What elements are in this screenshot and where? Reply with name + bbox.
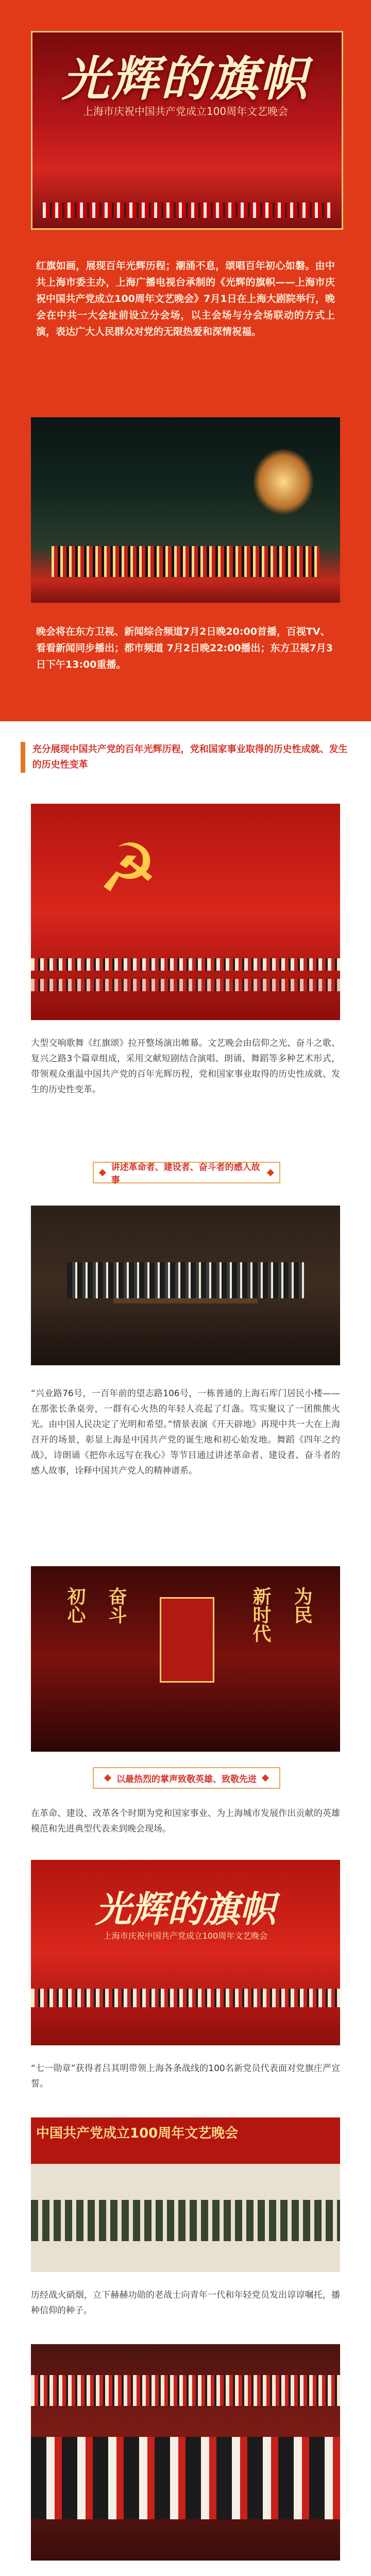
- intro-line-text: 充分展现中国共产党的百年光辉历程，党和国家事业取得的历史性成就、发生的历史性变革: [32, 744, 348, 770]
- section3-text: 在革命、建设、改革各个时期为党和国家事业、为上海城市发展作出贡献的英雄模范和先进典型代表来到晚会现场。: [31, 1808, 340, 1834]
- anniversary-banner-text: 中国共产党成立100周年文艺晚会: [36, 2126, 239, 2141]
- calligraphy-stage-photo: [31, 1566, 340, 1752]
- diamond-icon: [267, 1169, 274, 1176]
- choir-photo: [31, 2344, 340, 2561]
- actors-row: [67, 1262, 304, 1298]
- performers-row: [31, 979, 340, 991]
- banner-subtitle: 上海市庆祝中国共产党成立100周年文艺晚会: [103, 1931, 268, 1941]
- outdoor-stage: [52, 546, 319, 577]
- meeting-stage-photo: [31, 1206, 340, 1365]
- banner-stage-photo: [31, 1860, 340, 2045]
- banner-title: 光辉的旗帜: [95, 1888, 276, 1930]
- label-heroes: [93, 1767, 280, 1789]
- hero-intro-text: 红旗如画，展现百年光辉历程；潮涌不息，颂唱百年初心如磐。由中共上海市委主办，上海广播电视台承制的《光辉的旗帜——上海市庆祝中国共产党成立100周年文艺晚会》7月1日在上海大剧院举行，晚会在中共一大会址前设立分会场，以主会场与分会场联动的方式上演，表达广大人民群众对党的无限热爱和深情祝福。: [36, 260, 335, 337]
- hero-title: 光辉的旗帜: [61, 51, 309, 107]
- calligraphy-left-2: 奋斗: [106, 1587, 127, 1624]
- section2-text: “兴业路76号，一百年前的望志路106号，一栋普通的上海石库门居民小楼——在那张长条桌旁，一群有心火热的年轻人亮起了灯盏。笃实聚议了一团熊熊火光。由中国人民决定了光明和希望。”情景表演《开天辟地》再现中共一大在上海召开的场景，彰显上海是中国共产党的诞生地和初心始发地。舞蹈《四年之约战》，诗朗诵《把你永远写在我心》等节目通过讲述革命者、建设者、奋斗者的感人故事，诠释中国共产党人的精神谱系。: [31, 1388, 340, 1476]
- anniversary-banner-photo: [31, 2117, 340, 2272]
- calligraphy-right: 新时代: [250, 1587, 271, 1642]
- label-heroes-text: 以最热烈的掌声致敬英雄、致敬先进: [116, 1774, 257, 1785]
- hero-section: [0, 0, 371, 721]
- choir-row-top: [31, 2375, 340, 2406]
- section1-text: 大型交响歌舞《红旗颂》拉开整场演出帷幕。文艺晚会由信仰之光、奋斗之歌、复兴之路3个篇章组成，采用文献短剧结合演唱、朗诵、舞蹈等多种艺术形式，带领观众重温中国共产党的百年光辉历程，党和国家事业取得的历史性成就、发生的历史性变革。: [31, 1038, 340, 1095]
- intro-bar-icon: [21, 742, 25, 773]
- hammer-sickle-icon: ☭: [98, 829, 158, 907]
- performers-row: [31, 958, 340, 971]
- diamond-icon: [104, 1774, 111, 1782]
- diamond-icon: [262, 1774, 269, 1782]
- center-banner: [160, 1597, 214, 1683]
- performers-row: [31, 1989, 340, 2007]
- label-stories: [93, 1162, 280, 1183]
- calligraphy-right-2: 为民: [291, 1587, 312, 1624]
- night-venue-photo: [31, 417, 340, 603]
- section4-text: “七一勋章”获得者吕其明带领上海各条战线的100名新党员代表面对党旗庄严宣誓。: [31, 2063, 340, 2089]
- broadcast-info: 晚会将在东方卫视、新闻综合频道7月2日晚20:00首播，百视TV、看看新闻同步播出；都市频道 7月2日晚22:00播出；东方卫视7月3日下午13:00重播。: [36, 626, 333, 670]
- soldiers-row: [31, 2200, 340, 2241]
- diamond-icon: [99, 1169, 106, 1176]
- flag-stage-photo: [31, 804, 340, 1020]
- lights-glow: [252, 448, 314, 515]
- choir-row: [43, 202, 331, 218]
- calligraphy-left: 初心: [64, 1587, 86, 1624]
- hero-subtitle: 上海市庆祝中国共产党成立100周年文艺晚会: [82, 105, 289, 117]
- label-stories-text: 讲述革命者、建设者、奋斗者的感人故事: [111, 1162, 260, 1185]
- singers-row: [31, 2437, 340, 2519]
- section5-text: 历经战火硝烟，立下赫赫功勋的老战士向青年一代和年轻党员发出谆谆嘱托，播种信仰的种子。: [31, 2290, 340, 2316]
- intro-line: [21, 742, 350, 773]
